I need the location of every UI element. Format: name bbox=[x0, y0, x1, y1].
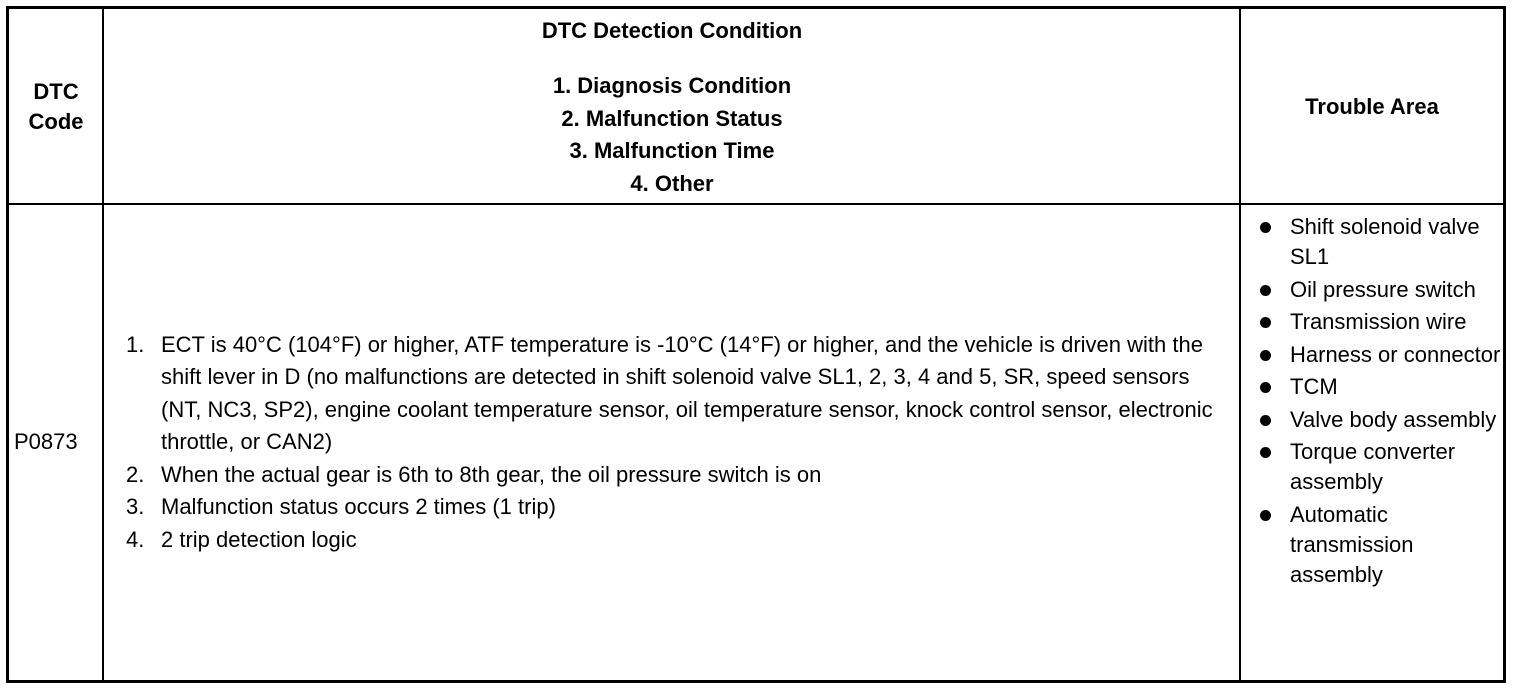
bullet-icon bbox=[1260, 222, 1271, 233]
condition-text: Malfunction status occurs 2 times (1 trip) bbox=[161, 494, 556, 520]
bullet-icon bbox=[1260, 350, 1271, 361]
trouble-area-item bbox=[1241, 212, 1507, 272]
header-detection-item: 1. Diagnosis Condition bbox=[552, 73, 792, 98]
trouble-areas-cell bbox=[1241, 212, 1507, 682]
bullet-icon bbox=[1260, 317, 1271, 328]
header-dtc-code bbox=[9, 9, 103, 204]
condition-item bbox=[116, 491, 1226, 524]
bullet-icon bbox=[1260, 382, 1271, 393]
header-dtc-code-line2: Code bbox=[28, 108, 84, 134]
condition-item bbox=[116, 459, 1226, 492]
condition-text: ECT is 40°C (104°F) or higher, ATF temperature is -10°C (14°F) or higher, and the vehicle is driven with the shift lever in D (no malfunctions are detected in shift solenoid valve SL1, 2, 3, 4 and 5, SR, speed sensors (NT, NC3, SP2), engine coolant temperature sensor, oil temperature sensor, knock control sensor, electronic throttle, or CAN2) bbox=[161, 331, 1213, 455]
dtc-code: P0873 bbox=[14, 429, 78, 455]
trouble-area-text: Transmission wire bbox=[1290, 309, 1467, 334]
detection-conditions-cell bbox=[116, 205, 1226, 680]
trouble-areas-list bbox=[1241, 212, 1507, 590]
header-trouble-area bbox=[1241, 9, 1503, 204]
bullet-icon bbox=[1260, 415, 1271, 426]
condition-text: 2 trip detection logic bbox=[161, 526, 357, 552]
dtc-table bbox=[6, 6, 1506, 683]
header-detection-title: DTC Detection Condition bbox=[541, 18, 803, 43]
trouble-area-item bbox=[1241, 405, 1507, 435]
header-detection-item: 2. Malfunction Status bbox=[561, 105, 783, 131]
bullet-icon bbox=[1260, 510, 1271, 521]
condition-number: 4. bbox=[126, 526, 145, 552]
condition-number: 1. bbox=[126, 331, 145, 357]
header-detection-item: 4. Other bbox=[630, 170, 714, 196]
header-dtc-code-line1: DTC bbox=[33, 78, 79, 104]
trouble-area-text: Automatic transmission assembly bbox=[1290, 501, 1414, 587]
condition-text: When the actual gear is 6th to 8th gear, the oil pressure switch is on bbox=[161, 461, 822, 487]
trouble-area-text: Valve body assembly bbox=[1290, 406, 1497, 432]
dtc-code-cell bbox=[14, 205, 102, 680]
trouble-area-text: Harness or connector bbox=[1290, 341, 1501, 367]
header-detection-item: 3. Malfunction Time bbox=[569, 138, 775, 163]
condition-item bbox=[116, 329, 1226, 459]
trouble-area-item bbox=[1241, 340, 1507, 370]
trouble-area-item bbox=[1241, 500, 1507, 590]
condition-item bbox=[116, 524, 1226, 557]
bullet-icon bbox=[1260, 285, 1271, 296]
header-trouble-area-label: Trouble Area bbox=[1305, 93, 1439, 119]
trouble-area-text: Shift solenoid valve SL1 bbox=[1290, 214, 1480, 269]
condition-number: 2. bbox=[126, 461, 145, 487]
trouble-area-item bbox=[1241, 307, 1507, 337]
trouble-area-text: Torque converter assembly bbox=[1290, 439, 1456, 494]
condition-number: 3. bbox=[126, 494, 145, 520]
detection-conditions-list bbox=[116, 329, 1226, 557]
trouble-area-item bbox=[1241, 437, 1507, 497]
header-detection-condition bbox=[104, 16, 1240, 204]
trouble-area-item bbox=[1241, 275, 1507, 305]
bullet-icon bbox=[1260, 447, 1271, 458]
trouble-area-item bbox=[1241, 372, 1507, 402]
trouble-area-text: TCM bbox=[1290, 374, 1338, 399]
trouble-area-text: Oil pressure switch bbox=[1290, 276, 1476, 302]
